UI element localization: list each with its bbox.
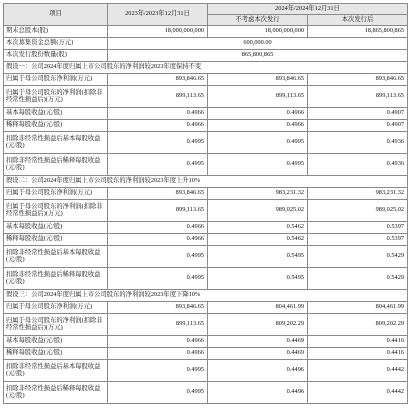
cell-no-issue: 893,846.65 (208, 74, 308, 86)
cell-no-issue: 0.4995 (208, 154, 308, 176)
cell-after-issue: 0.4416 (308, 348, 408, 360)
cell-2023: 893,846.65 (108, 74, 208, 86)
row-label: 稀释每股收益(元/股) (4, 120, 108, 132)
cell-2023: 899,113.65 (108, 86, 208, 108)
scenario-title-row (4, 176, 408, 188)
cell-after-issue: 0.5397 (308, 234, 408, 246)
row-label: 基本每股收益(元/股) (4, 108, 108, 120)
row-label: 归属于母公司股东净利润(万元) (4, 188, 108, 200)
table-row (4, 246, 408, 268)
cell-after-issue: 0.4936 (308, 154, 408, 176)
cell-after-issue: 0.5429 (308, 268, 408, 290)
row-label: 归属于母公司股东的净利润(扣除非经常性损益后)(万元) (4, 200, 108, 222)
cell-no-issue: 989,025.02 (208, 200, 308, 222)
cell-no-issue: 0.5495 (208, 268, 308, 290)
cell-after-issue: 989,025.02 (308, 200, 408, 222)
cell-2023: 0.4966 (108, 222, 208, 234)
cell-no-issue: 0.4496 (208, 382, 308, 404)
cell-after-issue: 0.4416 (308, 336, 408, 348)
cell-after-issue: 18,865,800,865 (308, 26, 408, 38)
header-no-issue: 不考虑本次发行 (208, 15, 308, 26)
cell-merged-value: 600,000.00 (108, 38, 408, 50)
cell-2023: 899,113.65 (108, 314, 208, 336)
header-item: 项目 (4, 4, 108, 26)
row-label: 扣除非经常性损益后稀释每股收益(元/股) (4, 154, 108, 176)
cell-merged-value: 865,800,865 (108, 50, 408, 62)
cell-2023: 0.4995 (108, 154, 208, 176)
table-row (4, 360, 408, 382)
cell-2023: 0.4995 (108, 360, 208, 382)
table-row (4, 336, 408, 348)
cell-after-issue: 893,846.65 (308, 74, 408, 86)
table-row (4, 348, 408, 360)
cell-no-issue: 0.4995 (208, 132, 308, 154)
row-label: 稀释每股收益(元/股) (4, 234, 108, 246)
cell-2023: 0.4966 (108, 120, 208, 132)
cell-after-issue: 0.5397 (308, 222, 408, 234)
table-row (4, 154, 408, 176)
scenario-title: 假设三：公司2024年度归属上市公司股东的净利润较2023年度下降10% (4, 290, 408, 302)
table-row (4, 50, 408, 62)
row-label: 基本每股收益(元/股) (4, 222, 108, 234)
cell-no-issue: 0.4966 (208, 120, 308, 132)
table-row (4, 268, 408, 290)
row-label: 归属于母公司股东净利润(万元) (4, 302, 108, 314)
financial-table (3, 3, 408, 404)
cell-2023: 899,113.65 (108, 200, 208, 222)
cell-2023: 0.4995 (108, 382, 208, 404)
row-label: 归属于母公司股东净利润(万元) (4, 74, 108, 86)
table-row (4, 108, 408, 120)
row-label: 本次募集资金总额(万元) (4, 38, 108, 50)
cell-2023: 893,846.65 (108, 188, 208, 200)
scenario-title: 假设二：公司2024年度归属上市公司股东的净利润较2023年度上升10% (4, 176, 408, 188)
cell-after-issue: 0.4442 (308, 382, 408, 404)
scenario-title-row (4, 62, 408, 74)
cell-no-issue: 0.4469 (208, 348, 308, 360)
cell-after-issue: 0.5429 (308, 246, 408, 268)
table-row (4, 222, 408, 234)
cell-after-issue: 809,202.29 (308, 314, 408, 336)
cell-no-issue: 0.4469 (208, 336, 308, 348)
cell-2023: 18,000,000,000 (108, 26, 208, 38)
scenario-title: 假设一：公司2024年度归属上市公司股东的净利润较2023年度保持不变 (4, 62, 408, 74)
row-label: 稀释每股收益(元/股) (4, 348, 108, 360)
row-label: 扣除非经常性损益后稀释每股收益(元/股) (4, 268, 108, 290)
row-label: 期末总股本(股) (4, 26, 108, 38)
cell-2023: 0.4995 (108, 268, 208, 290)
cell-2023: 893,846.65 (108, 302, 208, 314)
table-row (4, 26, 408, 38)
scenario-title-row (4, 290, 408, 302)
table-row (4, 234, 408, 246)
row-label: 扣除非经常性损益后基本每股收益(元/股) (4, 360, 108, 382)
table-row (4, 120, 408, 132)
header-2023: 2023年/2023年12月31日 (108, 4, 208, 26)
cell-2023: 0.4966 (108, 108, 208, 120)
cell-no-issue: 0.5495 (208, 246, 308, 268)
row-label: 本次发行股份数量(股) (4, 50, 108, 62)
cell-no-issue: 0.5462 (208, 222, 308, 234)
table-row (4, 188, 408, 200)
table-row (4, 74, 408, 86)
header-after-issue: 本次发行后 (308, 15, 408, 26)
cell-2023: 0.4966 (108, 348, 208, 360)
table-row (4, 302, 408, 314)
cell-no-issue: 0.4966 (208, 108, 308, 120)
cell-after-issue: 983,231.32 (308, 188, 408, 200)
row-label: 扣除非经常性损益后基本每股收益(元/股) (4, 132, 108, 154)
table-row (4, 86, 408, 108)
table-row (4, 200, 408, 222)
header-2024: 2024年/2024年12月31日 (208, 4, 408, 15)
table-row (4, 132, 408, 154)
cell-no-issue: 0.4496 (208, 360, 308, 382)
cell-no-issue: 899,113.65 (208, 86, 308, 108)
cell-after-issue: 0.4907 (308, 120, 408, 132)
cell-no-issue: 809,202.29 (208, 314, 308, 336)
cell-after-issue: 0.4442 (308, 360, 408, 382)
row-label: 归属于母公司股东的净利润(扣除非经常性损益后)(万元) (4, 314, 108, 336)
cell-no-issue: 18,000,000,000 (208, 26, 308, 38)
cell-no-issue: 0.5462 (208, 234, 308, 246)
cell-after-issue: 0.4936 (308, 132, 408, 154)
row-label: 归属于母公司股东的净利润(扣除非经常性损益后)(万元) (4, 86, 108, 108)
cell-2023: 0.4995 (108, 246, 208, 268)
row-label: 扣除非经常性损益后基本每股收益(元/股) (4, 246, 108, 268)
table-row (4, 38, 408, 50)
cell-2023: 0.4995 (108, 132, 208, 154)
table-row (4, 314, 408, 336)
cell-after-issue: 804,461.99 (308, 302, 408, 314)
cell-no-issue: 983,231.32 (208, 188, 308, 200)
cell-after-issue: 899,113.65 (308, 86, 408, 108)
row-label: 扣除非经常性损益后稀释每股收益(元/股) (4, 382, 108, 404)
table-row (4, 382, 408, 404)
row-label: 基本每股收益(元/股) (4, 336, 108, 348)
cell-2023: 0.4966 (108, 336, 208, 348)
cell-2023: 0.4966 (108, 234, 208, 246)
cell-after-issue: 0.4907 (308, 108, 408, 120)
cell-no-issue: 804,461.99 (208, 302, 308, 314)
